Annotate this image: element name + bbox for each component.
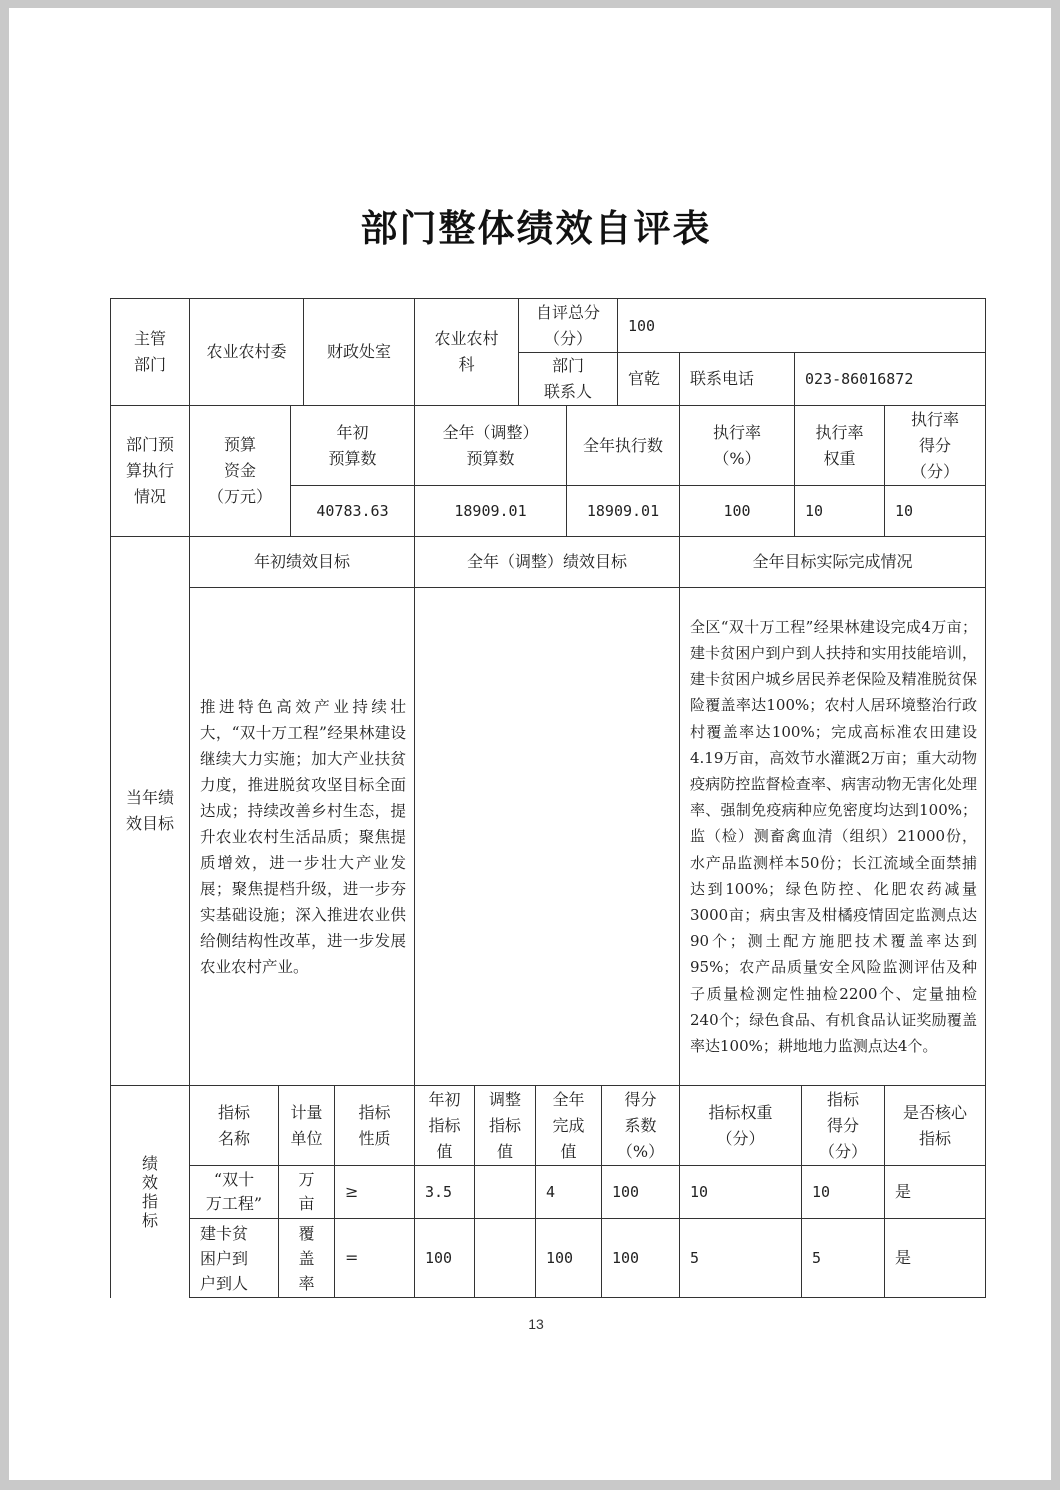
ind-row2-initial: 100 [425,1249,453,1267]
ind-header-score: 指标 得分 （分） [818,1089,867,1161]
ind-header-nature: 指标 性质 [358,1102,391,1148]
ind-row1-initial: 3.5 [425,1183,453,1201]
budget-header-adjusted: 全年（调整） 预算数 [442,422,539,468]
dept-value: 农业农村委 [206,342,287,361]
budget-header-executed: 全年执行数 [582,435,663,455]
page-number: 13 [528,1316,544,1332]
ind-header-unit: 计量 单位 [290,1102,323,1148]
phone-value: 023-86016872 [805,370,914,388]
ind-header-completed: 全年 完成 值 [552,1089,585,1161]
goals-header-adjusted: 全年（调整）绩效目标 [466,552,627,571]
ind-row2-coefficient: 100 [612,1249,640,1267]
score-value: 100 [628,316,656,335]
contact-label: 部门 联系人 [543,356,592,401]
ind-row2-adjusted [475,1219,535,1297]
budget-header-weight: 执行率 权重 [815,422,864,468]
ind-row1-core: 是 [895,1182,912,1201]
ind-row2-unit: 覆 盖 率 [298,1223,315,1293]
ind-header-name: 指标 名称 [217,1102,250,1148]
ind-header-core: 是否核心 指标 [902,1102,967,1148]
goals-header-initial: 年初绩效目标 [253,552,350,571]
ind-row1-weight: 10 [690,1183,709,1201]
ind-header-adjusted: 调整 指标 值 [488,1089,521,1161]
goals-actual-text: 全区“双十万工程”经果林建设完成4万亩；建卡贫困户到户到人扶持和实用技能培训，建卡贫困户城乡居民养老保险及精准脱贫保险覆盖率达100%；农村人居环境整治行政村覆盖率达100%；完成高标准农田建设4.19万亩，高效节水灌溉2万亩；重大动物疫病防控监督检查率、病害动物无害化处理率、强制免疫病种应免密度均达到100%；监（检）测畜禽血清（组织）21000份，水产品监测样本50份；长江流域全面禁捕达到100%；绿色防控、化肥农药减量3000亩；病虫害及柑橘疫情固定监测点达90个；测土配方施肥技术覆盖率达到95%；农产品质量安全风险监测评估及种子质量检测定性抽检2200个、定量抽检240个；绿色食品、有机食品认证奖励覆盖率达100%；耕地地力监测点达4个。 [690,617,977,1056]
ind-row1-adjusted [475,1166,535,1218]
ind-row1-score: 10 [812,1183,831,1201]
budget-value-adjusted: 18909.01 [454,502,527,520]
document-title: 部门整体绩效自评表 [360,206,712,250]
goals-adjusted-text [415,588,679,1085]
ind-row1-nature: ≥ [345,1182,359,1201]
office-value: 财政处室 [326,342,391,361]
goals-section-label: 当年绩 效目标 [125,788,174,833]
section-value: 农业农村 科 [434,329,499,374]
ind-header-coefficient: 得分 系数 （%） [616,1089,665,1161]
indicators-section-label: 绩 效 指 标 [141,1154,158,1230]
fund-label: 预算 资金 （万元） [207,435,272,506]
budget-header-rate: 执行率 （%） [712,422,761,468]
phone-label: 联系电话 [690,369,755,388]
ind-row2-completed: 100 [546,1249,574,1267]
ind-row1-coefficient: 100 [612,1183,640,1201]
ind-row2-weight: 5 [690,1249,700,1267]
ind-row2-score: 5 [812,1249,822,1267]
budget-value-executed: 18909.01 [586,502,660,520]
budget-value-initial: 40783.63 [316,502,389,520]
budget-value-rate: 100 [723,502,751,520]
contact-name: 官乾 [628,369,661,388]
ind-row2-core: 是 [895,1248,912,1267]
ind-row1-unit: 万 亩 [298,1170,315,1213]
ind-header-initial: 年初 指标 值 [428,1089,461,1161]
dept-label: 主管 部门 [133,329,166,374]
ind-row1-completed: 4 [546,1183,556,1201]
budget-value-weight: 10 [805,502,824,520]
budget-header-score: 执行率 得分 （分） [910,409,959,481]
ind-row2-name: 建卡贫 困户到 户到人 [200,1223,249,1293]
ind-header-weight: 指标权重 （分） [708,1102,773,1148]
budget-header-initial: 年初 预算数 [328,422,377,468]
goals-initial-text: 推进特色高效产业持续壮大，“双十万工程”经果林建设继续大力实施；加大产业扶贫力度，推进脱贫攻坚目标全面达成；持续改善乡村生态，提升农业农村生活品质；聚焦提质增效，进一步壮大产业发展；聚焦提档升级，进一步夯实基础设施；深入推进农业供给侧结构性改革，进一步发展农业农村产业。 [200,697,406,976]
ind-row2-nature: = [345,1248,359,1267]
budget-value-score: 10 [895,502,914,520]
score-label: 自评总分 （分） [535,302,600,348]
budget-section-label: 部门预 算执行 情况 [125,435,174,506]
ind-row1-name: “双十 万工程” [205,1170,263,1213]
goals-header-actual: 全年目标实际完成情况 [752,552,913,571]
